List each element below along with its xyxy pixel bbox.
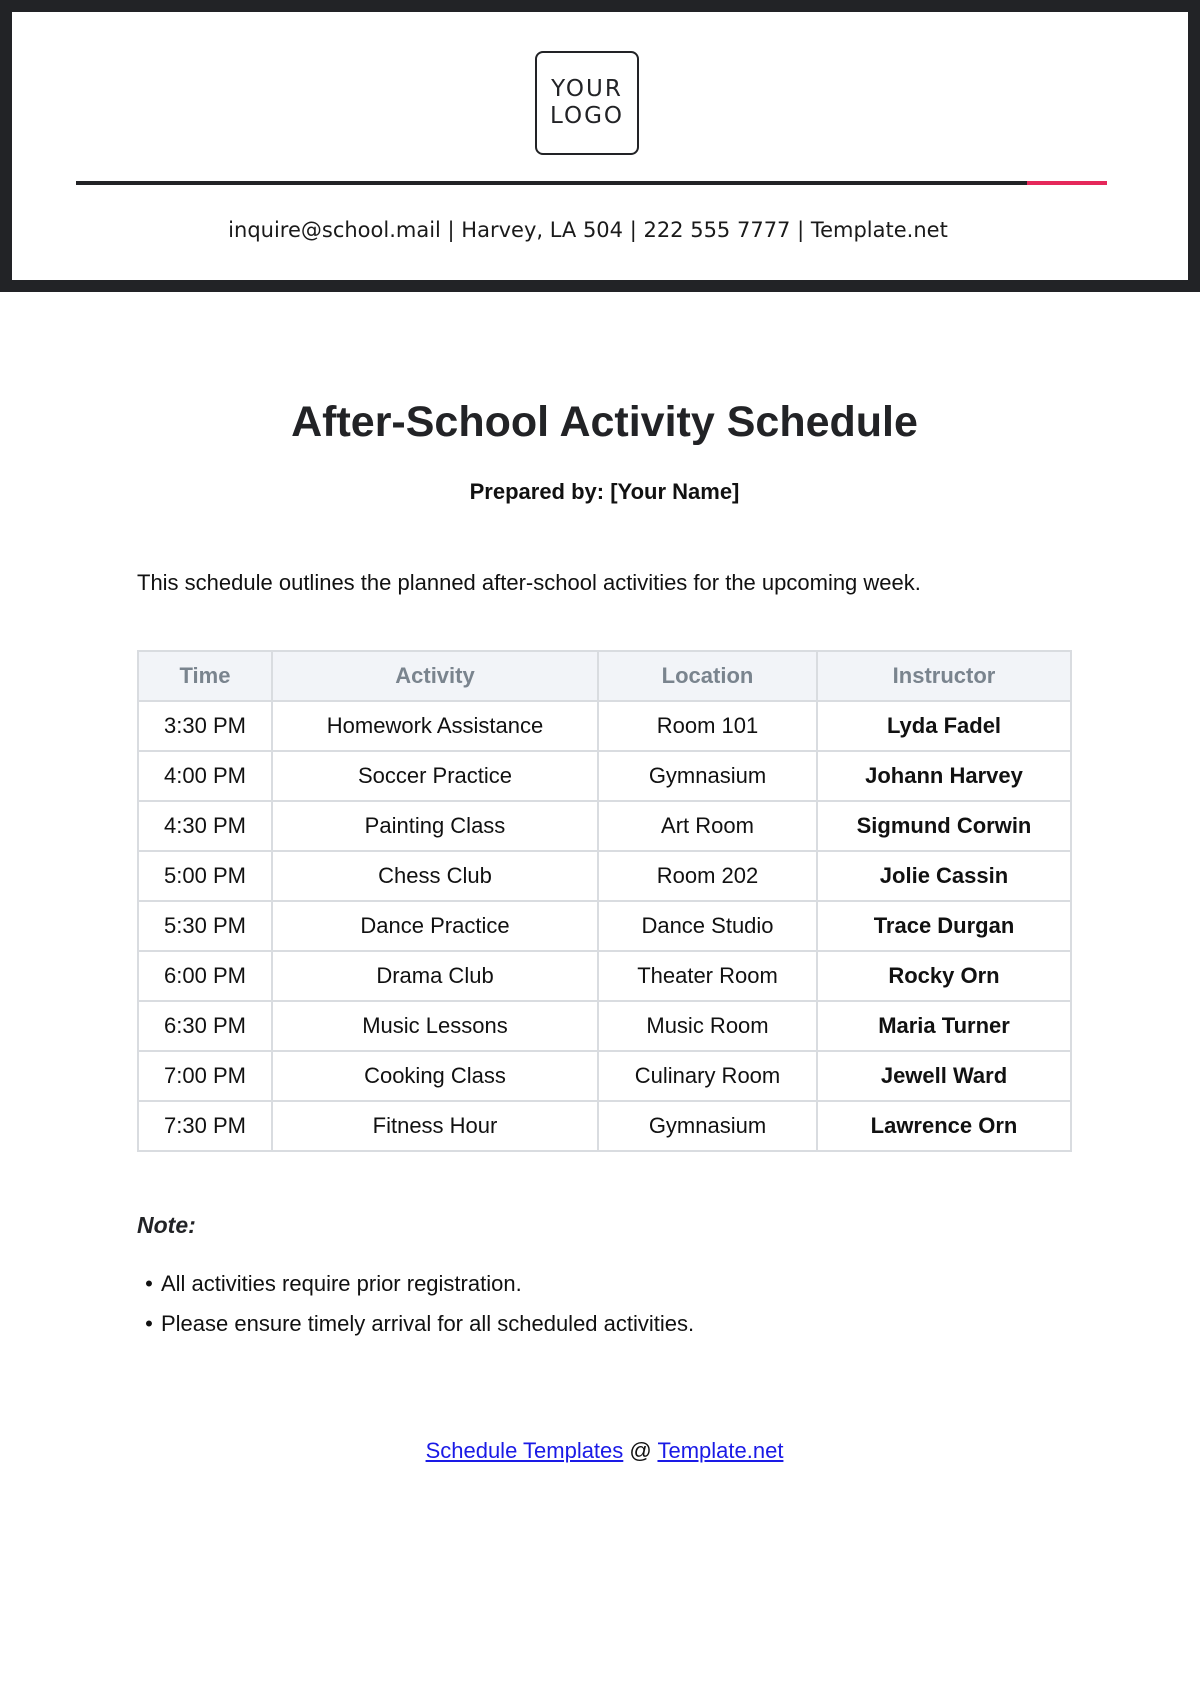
cell-location: Gymnasium (598, 751, 817, 801)
column-header-activity: Activity (272, 651, 598, 701)
table-row (138, 951, 1071, 1001)
cell-time: 3:30 PM (138, 701, 272, 751)
schedule-table (137, 650, 1072, 1152)
cell-instructor: Lyda Fadel (817, 701, 1071, 751)
cell-instructor: Jewell Ward (817, 1051, 1071, 1101)
table-row (138, 751, 1071, 801)
logo-text-line2: LOGO (549, 103, 625, 129)
template-net-link[interactable]: Template.net (657, 1438, 784, 1463)
cell-location: Music Room (598, 1001, 817, 1051)
header-divider (76, 181, 1027, 185)
table-row (138, 1101, 1071, 1151)
cell-location: Theater Room (598, 951, 817, 1001)
cell-time: 4:30 PM (138, 801, 272, 851)
table-row (138, 801, 1071, 851)
footer-separator: @ (623, 1438, 658, 1463)
prepared-by: Prepared by: [Your Name] (469, 479, 740, 504)
column-header-instructor: Instructor (817, 651, 1071, 701)
note-heading: Note: (137, 1212, 196, 1238)
table-row (138, 1001, 1071, 1051)
table-header-row (138, 651, 1071, 701)
bullet-icon: • (145, 1311, 153, 1336)
list-item (137, 1264, 694, 1304)
cell-activity: Music Lessons (272, 1001, 598, 1051)
cell-activity: Homework Assistance (272, 701, 598, 751)
cell-time: 7:30 PM (138, 1101, 272, 1151)
cell-activity: Chess Club (272, 851, 598, 901)
table-row (138, 1051, 1071, 1101)
footer (0, 1438, 1200, 1464)
cell-instructor: Trace Durgan (817, 901, 1071, 951)
table-row (138, 851, 1071, 901)
cell-activity: Fitness Hour (272, 1101, 598, 1151)
cell-location: Gymnasium (598, 1101, 817, 1151)
cell-location: Room 202 (598, 851, 817, 901)
cell-location: Dance Studio (598, 901, 817, 951)
column-header-location: Location (598, 651, 817, 701)
note-text: All activities require prior registration. (161, 1271, 522, 1296)
cell-activity: Drama Club (272, 951, 598, 1001)
cell-activity: Soccer Practice (272, 751, 598, 801)
cell-location: Culinary Room (598, 1051, 817, 1101)
cell-instructor: Rocky Orn (817, 951, 1071, 1001)
cell-time: 5:00 PM (138, 851, 272, 901)
header-divider-accent (1027, 181, 1107, 185)
cell-location: Room 101 (598, 701, 817, 751)
cell-instructor: Maria Turner (817, 1001, 1071, 1051)
cell-time: 4:00 PM (138, 751, 272, 801)
table-row (138, 901, 1071, 951)
cell-activity: Dance Practice (272, 901, 598, 951)
cell-activity: Cooking Class (272, 1051, 598, 1101)
cell-activity: Painting Class (272, 801, 598, 851)
contact-info: inquire@school.mail | Harvey, LA 504 | 222 555 7777 | Template.net (228, 218, 948, 242)
note-text: Please ensure timely arrival for all scheduled activities. (161, 1311, 695, 1336)
cell-time: 5:30 PM (138, 901, 272, 951)
cell-instructor: Johann Harvey (817, 751, 1071, 801)
schedule-templates-link[interactable]: Schedule Templates (425, 1438, 624, 1463)
list-item (137, 1304, 694, 1344)
logo-text-line1: YOUR (551, 76, 623, 102)
table-row (138, 701, 1071, 751)
bullet-icon: • (145, 1271, 153, 1296)
cell-instructor: Jolie Cassin (817, 851, 1071, 901)
cell-time: 7:00 PM (138, 1051, 272, 1101)
page-title: After-School Activity Schedule (291, 398, 918, 446)
column-header-time: Time (138, 651, 272, 701)
cell-time: 6:00 PM (138, 951, 272, 1001)
cell-instructor: Lawrence Orn (817, 1101, 1071, 1151)
notes-list (137, 1264, 694, 1344)
cell-location: Art Room (598, 801, 817, 851)
cell-time: 6:30 PM (138, 1001, 272, 1051)
logo-placeholder (535, 51, 639, 155)
cell-instructor: Sigmund Corwin (817, 801, 1071, 851)
intro-paragraph: This schedule outlines the planned after-school activities for the upcoming week. (137, 570, 921, 595)
